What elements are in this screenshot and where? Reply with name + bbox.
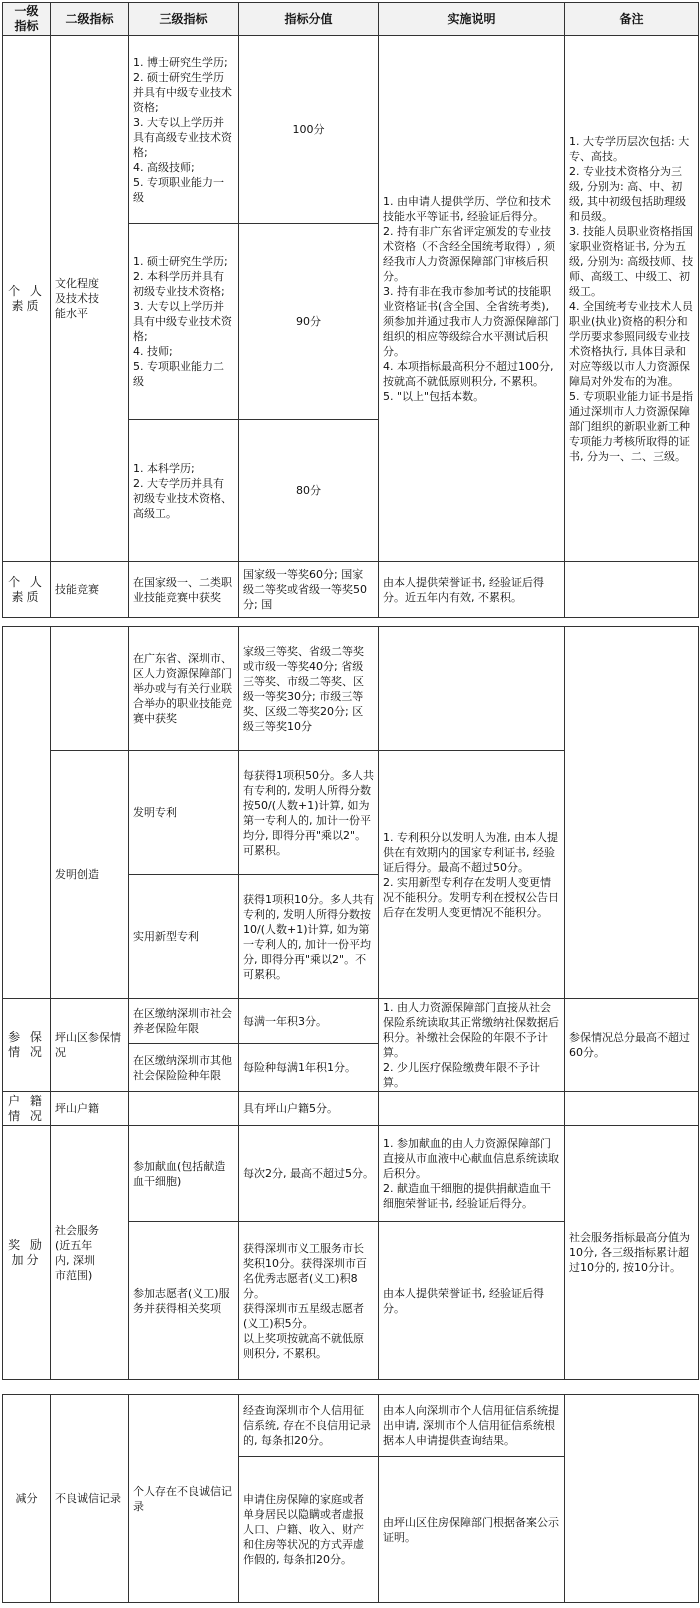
scoring-table-part-1 (2, 2, 699, 618)
header-score: 指标分值 (239, 3, 379, 36)
notes-cell (379, 627, 565, 751)
header-remarks: 备注 (565, 3, 699, 36)
score-cell: 每险种每满1年积1分。 (239, 1044, 379, 1092)
level3-cell (129, 1092, 239, 1126)
score-cell: 获得1项积10分。多人共有专利的, 发明人所得分数按10/(人数+1)计算, 如为第一专利人的, 加计一份平均分, 即得分再"乘以2"。不可累积。 (239, 875, 379, 999)
remarks-cell: 1. 大专学历层次包括: 大专、高技。 2. 专业技术资格分为三级, 分别为: 高、中、初级, 其中初级包括助理级和员级。 3. 技能人员职业资格指国家职业资格证书, 分为五级, 分别为: 高级技师、技师、高级工、中级工、初级工。 4. 全国统考专业技术人员职业(执业)资格的积分和学历要求参照同级专业技术资格执行, 具体目录和对应等级以市人力资源保障局对外发布的为准。 5. 专项职业能力证书是指通过深圳市人力资源保障部门组织的新职业新工种专项能力考核所取得的证书, 分为一、二、三级。 (565, 36, 699, 562)
table-row (3, 1395, 699, 1457)
level2-cell: 发明创造 (51, 751, 129, 999)
level2-cell: 技能竞赛 (51, 562, 129, 618)
level3-cell: 1. 硕士研究生学历; 2. 本科学历并具有初级专业技术资格; 3. 大专以上学历并具有中级专业技术资格; 4. 技师; 5. 专项职业能力二级 (129, 224, 239, 420)
level2-cell: 文化程度 及技术技 能水平 (51, 36, 129, 562)
notes-cell: 1. 由申请人提供学历、学位和技术技能水平等证书, 经验证后得分。 2. 持有非广东省评定颁发的专业技术资格（不含经全国统考取得）, 须经我市人力资源保障部门审核后积分。 3. 持有非在我市参加考试的技能职业资格证书(含全国、全省统考类), 须参加并通过我市人力资源保障部门组织的相应等级综合水平测试后积分。 4. 本项指标最高积分不超过100分, 按就高不就低原则积分, 不累积。 5. "以上"包括本数。 (379, 36, 565, 562)
header-row (3, 3, 699, 36)
score-cell: 获得深圳市义工服务市长奖积10分。获得深圳市百名优秀志愿者(义工)积8分。 获得深圳市五星级志愿者(义工)积5分。 以上奖项按就高不就低原则积分, 不累积。 (239, 1222, 379, 1380)
score-cell: 家级三等奖、省级二等奖或市级一等奖40分; 省级三等奖、市级二等奖、区级一等奖30分; 市级三等奖、区级二等奖20分; 区级三等奖10分 (239, 627, 379, 751)
level3-cell: 1. 博士研究生学历; 2. 硕士研究生学历并具有中级专业技术资格; 3. 大专以上学历并具有高级专业技术资格; 4. 高级技师; 5. 专项职业能力一级 (129, 36, 239, 224)
table-row (3, 562, 699, 618)
table-row (3, 1126, 699, 1222)
notes-cell: 1. 由人力资源保障部门直接从社会保险系统读取其正常缴纳社保数据后积分。补缴社会保险的年限不予计算。 2. 少儿医疗保险缴费年限不予计算。 (379, 999, 565, 1092)
notes-cell: 由本人向深圳市个人信用征信系统提出申请, 深圳市个人信用征信系统根据本人申请提供查询结果。 (379, 1395, 565, 1457)
remarks-cell (565, 1395, 699, 1603)
score-cell: 每满一年积3分。 (239, 999, 379, 1044)
notes-cell: 1. 参加献血的由人力资源保障部门直接从市血液中心献血信息系统读取后积分。 2. 献造血干细胞的提供捐献造血干细胞荣誉证书, 经验证后得分。 (379, 1126, 565, 1222)
header-level2: 二级指标 (51, 3, 129, 36)
level1-cell: 减分 (3, 1395, 51, 1603)
table-row (3, 36, 699, 224)
table-row (3, 1092, 699, 1126)
score-cell: 每获得1项积50分。多人共有专利的, 发明人所得分数按50/(人数+1)计算, 如为第一专利人的, 加计一份平均分, 即得分再"乘以2"。可累积。 (239, 751, 379, 875)
score-cell: 每次2分, 最高不超过5分。 (239, 1126, 379, 1222)
score-cell: 经查询深圳市个人信用征信系统, 存在不良信用记录的, 每条扣20分。 (239, 1395, 379, 1457)
level1-cell: 户 籍 情 况 (3, 1092, 51, 1126)
page-break (0, 618, 700, 626)
level3-cell: 在广东省、深圳市、区人力资源保障部门举办或与有关行业联合举办的职业技能竞赛中获奖 (129, 627, 239, 751)
header-level1: 一级 指标 (3, 3, 51, 36)
remarks-cell (565, 1092, 699, 1126)
notes-cell: 由本人提供荣誉证书, 经验证后得分。近五年内有效, 不累积。 (379, 562, 565, 618)
level3-cell: 参加志愿者(义工)服务并获得相关奖项 (129, 1222, 239, 1380)
level1-cell: 个 人 素质 (3, 36, 51, 562)
header-notes: 实施说明 (379, 3, 565, 36)
level3-cell: 个人存在不良诚信记录 (129, 1395, 239, 1603)
level3-cell: 参加献血(包括献造血干细胞) (129, 1126, 239, 1222)
score-cell: 具有坪山户籍5分。 (239, 1092, 379, 1126)
header-level3: 三级指标 (129, 3, 239, 36)
level2-cell: 不良诚信记录 (51, 1395, 129, 1603)
remarks-cell (565, 562, 699, 618)
level3-cell: 在区缴纳深圳市其他社会保险险种年限 (129, 1044, 239, 1092)
notes-cell: 由坪山区住房保障部门根据备案公示证明。 (379, 1457, 565, 1603)
level3-cell: 实用新型专利 (129, 875, 239, 999)
remarks-cell: 社会服务指标最高分值为10分, 各三级指标累计超过10分的, 按10分计。 (565, 1126, 699, 1380)
remarks-cell (565, 627, 699, 999)
level1-cell (3, 627, 51, 999)
page-break (0, 1386, 700, 1394)
level1-cell: 个 人 素质 (3, 562, 51, 618)
scoring-table-part-3 (2, 1394, 699, 1603)
score-cell: 100分 (239, 36, 379, 224)
notes-cell: 1. 专利积分以发明人为准, 由本人提供在有效期内的国家专利证书, 经验证后得分。最高不超过50分。 2. 实用新型专利存在发明人变更情况不能积分。发明专利在授权公告日后存在发明人变更情况不能积分。 (379, 751, 565, 999)
level3-cell: 在国家级一、二类职业技能竞赛中获奖 (129, 562, 239, 618)
level3-cell: 在区缴纳深圳市社会养老保险年限 (129, 999, 239, 1044)
level1-cell: 奖 励 加分 (3, 1126, 51, 1380)
score-cell: 申请住房保障的家庭或者单身居民以隐瞒或者虚报人口、户籍、收入、财产和住房等状况的方式弄虚作假的, 每条扣20分。 (239, 1457, 379, 1603)
score-cell: 80分 (239, 420, 379, 562)
scoring-table-part-2 (2, 626, 699, 1380)
remarks-cell: 参保情况总分最高不超过60分。 (565, 999, 699, 1092)
level2-cell: 坪山区参保情况 (51, 999, 129, 1092)
notes-cell: 由本人提供荣誉证书, 经验证后得分。 (379, 1222, 565, 1380)
score-cell: 90分 (239, 224, 379, 420)
table-row (3, 999, 699, 1044)
level2-cell (51, 627, 129, 751)
level3-cell: 发明专利 (129, 751, 239, 875)
level2-cell: 社会服务 (近五年 内, 深圳 市范围) (51, 1126, 129, 1380)
level1-cell: 参 保 情 况 (3, 999, 51, 1092)
score-cell: 国家级一等奖60分; 国家级二等奖或省级一等奖50分; 国 (239, 562, 379, 618)
notes-cell (379, 1092, 565, 1126)
level2-cell: 坪山户籍 (51, 1092, 129, 1126)
table-row (3, 627, 699, 751)
level3-cell: 1. 本科学历; 2. 大专学历并具有初级专业技术资格、高级工。 (129, 420, 239, 562)
